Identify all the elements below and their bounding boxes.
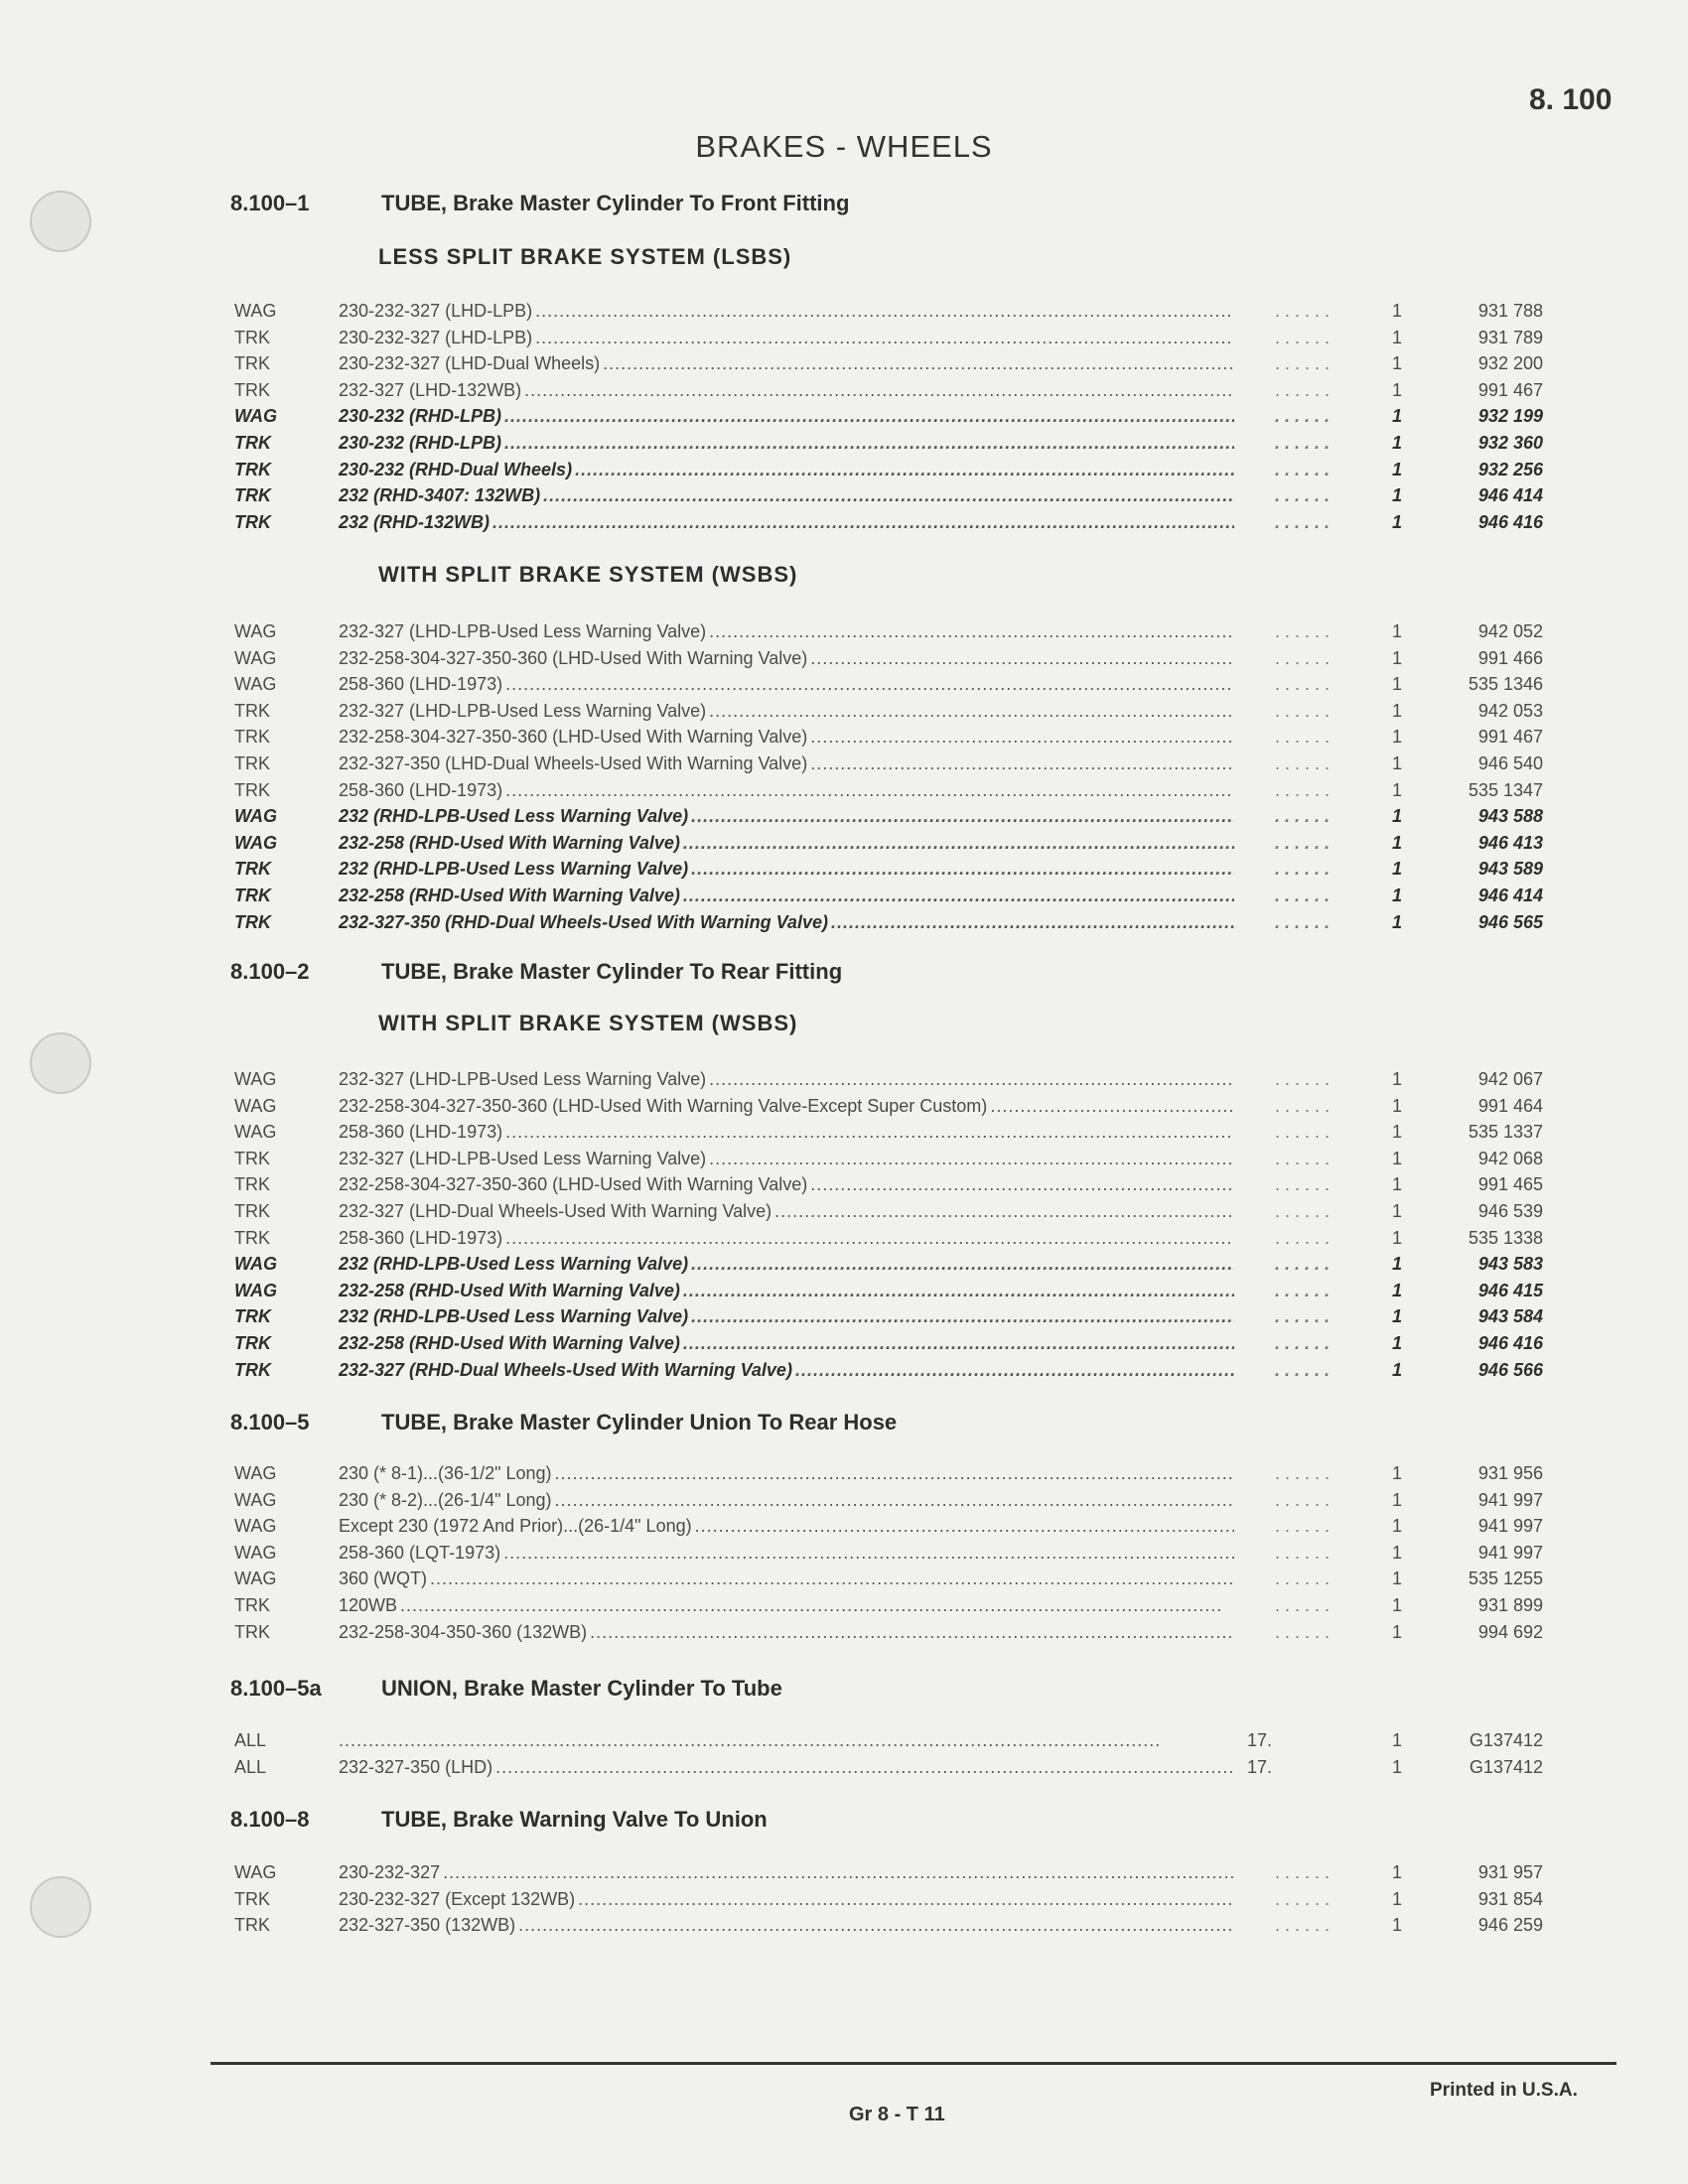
part-row (0, 1490, 1688, 1517)
part-number: 932 199 (1477, 406, 1543, 427)
quantity: 1 (1392, 406, 1403, 427)
model-code: WAG (234, 832, 277, 853)
dot-leader: . . . . . . (1275, 1862, 1331, 1882)
part-number: 932 200 (1477, 353, 1543, 374)
part-number: 942 053 (1477, 700, 1543, 721)
subsection-title: WITH SPLIT BRAKE SYSTEM (WSBS) (378, 1011, 798, 1035)
part-row (0, 1757, 1688, 1784)
dot-leader: . . . . . . (1275, 1594, 1331, 1615)
part-description: 232-258-304-350-360 (132WB) . . . (339, 1622, 1234, 1643)
parts-list (0, 1069, 1688, 1386)
parts-list (0, 1730, 1688, 1783)
part-description: 258-360 (LHD-1973) . . . (339, 1228, 1234, 1249)
part-number: 991 466 (1477, 647, 1543, 668)
model-code: WAG (234, 1280, 277, 1300)
model-code: WAG (234, 806, 277, 827)
model-code: TRK (234, 779, 270, 800)
model-code: WAG (234, 674, 277, 695)
dot-leader: . . . . . . (1275, 1254, 1331, 1275)
dot-leader: . . . . . . (1275, 911, 1331, 932)
part-row (0, 1543, 1688, 1570)
part-description: 232-258-304-327-350-360 (LHD-Used With Warning Valve-Except Super Custom) . . . (339, 1096, 1234, 1117)
quantity: 1 (1392, 1332, 1403, 1353)
dot-leader: . . . . . . (1275, 779, 1331, 800)
model-code: WAG (234, 1542, 277, 1563)
quantity: 1 (1392, 674, 1403, 695)
part-row (0, 1201, 1688, 1228)
part-number: 942 052 (1477, 621, 1543, 641)
dot-leader: . . . . . . (1275, 1280, 1331, 1300)
model-code: WAG (234, 1862, 277, 1882)
dot-leader: . . . . . . (1275, 327, 1331, 347)
model-code: WAG (234, 301, 277, 321)
part-number: 946 415 (1477, 1280, 1543, 1300)
quantity: 1 (1392, 1915, 1403, 1936)
dot-leader: . . . . . . (1275, 806, 1331, 827)
section-name: TUBE, Brake Warning Valve To Union (381, 1807, 768, 1832)
part-number: 942 068 (1477, 1148, 1543, 1168)
dot-leader: . . . . . . (1275, 353, 1331, 374)
parts-list (0, 1463, 1688, 1648)
illustration-ref: 17. (1247, 1756, 1273, 1777)
section-number: 8.100–5 (230, 1410, 310, 1434)
model-code: TRK (234, 1148, 270, 1168)
part-row (0, 433, 1688, 460)
part-description: 232 (RHD-LPB-Used Less Warning Valve) . . . (339, 1306, 1234, 1327)
model-code: WAG (234, 621, 277, 641)
part-description: 258-360 (LHD-1973) . . . (339, 674, 1234, 695)
model-code: WAG (234, 406, 277, 427)
section-number: 8.100–8 (230, 1807, 310, 1832)
quantity: 1 (1392, 1542, 1403, 1563)
model-code: TRK (234, 859, 271, 880)
model-code: WAG (234, 1489, 277, 1510)
model-code: WAG (234, 647, 277, 668)
part-description: 232-258-304-327-350-360 (LHD-Used With Warning Valve) . . . (339, 1174, 1234, 1195)
model-code: WAG (234, 1095, 277, 1116)
quantity: 1 (1392, 1280, 1403, 1300)
part-description: 230-232-327 (LHD-Dual Wheels) . . . (339, 353, 1234, 374)
part-number: 932 360 (1477, 432, 1543, 453)
part-number: 932 256 (1477, 459, 1543, 479)
quantity: 1 (1392, 806, 1403, 827)
part-row (0, 621, 1688, 648)
part-description: 232-327 (LHD-LPB-Used Less Warning Valve) . . . (339, 701, 1234, 722)
quantity: 1 (1392, 511, 1403, 532)
part-description: 232 (RHD-132WB) . . . (339, 512, 1234, 533)
section-number: 8.100–5a (230, 1676, 322, 1701)
part-description: 230-232 (RHD-LPB) . . . (339, 406, 1234, 427)
part-number: 535 1255 (1468, 1569, 1543, 1589)
quantity: 1 (1392, 647, 1403, 668)
part-description: 232-258 (RHD-Used With Warning Valve) . . . (339, 1333, 1234, 1354)
model-code: WAG (234, 1122, 277, 1143)
part-row (0, 380, 1688, 407)
part-description: 232-327-350 (LHD) . . . (339, 1757, 1234, 1778)
quantity: 1 (1392, 779, 1403, 800)
dot-leader: . . . . . . (1275, 1542, 1331, 1563)
part-number: 931 899 (1477, 1594, 1543, 1615)
printed-in-usa: Printed in U.S.A. (1430, 2080, 1578, 2101)
dot-leader: . . . . . . (1275, 301, 1331, 321)
quantity: 1 (1392, 1463, 1403, 1483)
part-row (0, 806, 1688, 833)
part-number: 941 997 (1477, 1542, 1543, 1563)
model-code: TRK (234, 1888, 270, 1909)
dot-leader: . . . . . . (1275, 1227, 1331, 1248)
quantity: 1 (1392, 301, 1403, 321)
part-row (0, 753, 1688, 780)
model-code: TRK (234, 1227, 270, 1248)
part-description: 232-327 (LHD-Dual Wheels-Used With Warning Valve) . . . (339, 1201, 1234, 1222)
model-code: TRK (234, 379, 270, 400)
part-number: 946 259 (1477, 1915, 1543, 1936)
model-code: TRK (234, 459, 271, 479)
quantity: 1 (1392, 859, 1403, 880)
part-number: 931 788 (1477, 301, 1543, 321)
part-row (0, 485, 1688, 512)
dot-leader: . . . . . . (1275, 1915, 1331, 1936)
quantity: 1 (1392, 1174, 1403, 1195)
quantity: 1 (1392, 885, 1403, 905)
footer-rule (211, 2062, 1617, 2065)
part-description: 120WB . . . (339, 1595, 1234, 1616)
dot-leader: . . . . . . (1275, 727, 1331, 748)
binder-hole-top (30, 191, 91, 252)
quantity: 1 (1392, 1148, 1403, 1168)
dot-leader: . . . . . . (1275, 459, 1331, 479)
part-number: 931 956 (1477, 1463, 1543, 1483)
part-number: 931 854 (1477, 1888, 1543, 1909)
part-row (0, 1096, 1688, 1123)
dot-leader: . . . . . . (1275, 1069, 1331, 1089)
part-number: 941 997 (1477, 1489, 1543, 1510)
part-row (0, 1228, 1688, 1255)
model-code: TRK (234, 752, 270, 773)
quantity: 1 (1392, 1069, 1403, 1089)
part-description: 258-360 (LHD-1973) . . . (339, 1122, 1234, 1143)
quantity: 1 (1392, 1569, 1403, 1589)
part-description: 232-327 (LHD-132WB) . . . (339, 380, 1234, 401)
quantity: 1 (1392, 1516, 1403, 1537)
parts-list (0, 621, 1688, 938)
part-number: 991 467 (1477, 727, 1543, 748)
quantity: 1 (1392, 1095, 1403, 1116)
model-code: TRK (234, 1621, 270, 1642)
quantity: 1 (1392, 327, 1403, 347)
part-row (0, 701, 1688, 728)
model-code: WAG (234, 1516, 277, 1537)
part-description: 232-327 (LHD-LPB-Used Less Warning Valve) . . . (339, 1069, 1234, 1090)
part-row (0, 1174, 1688, 1201)
model-code: TRK (234, 511, 271, 532)
part-row (0, 353, 1688, 380)
dot-leader: . . . . . . (1275, 647, 1331, 668)
part-row (0, 1463, 1688, 1490)
part-row (0, 512, 1688, 539)
part-number: 942 067 (1477, 1069, 1543, 1089)
part-number: 943 588 (1477, 806, 1543, 827)
part-number: 946 565 (1477, 911, 1543, 932)
model-code: TRK (234, 1359, 271, 1380)
group-reference: Gr 8 - T 11 (849, 2104, 945, 2125)
part-description: 230-232-327 (LHD-LPB) . . . (339, 301, 1234, 322)
part-row (0, 1862, 1688, 1889)
part-number: 946 540 (1477, 752, 1543, 773)
part-number: 946 566 (1477, 1359, 1543, 1380)
section-name: TUBE, Brake Master Cylinder Union To Rear Hose (381, 1410, 898, 1434)
part-row (0, 912, 1688, 939)
model-code: TRK (234, 432, 271, 453)
dot-leader: . . . . . . (1275, 674, 1331, 695)
quantity: 1 (1392, 700, 1403, 721)
part-row (0, 1516, 1688, 1543)
part-description: 232-327 (LHD-LPB-Used Less Warning Valve) . . . (339, 621, 1234, 642)
model-code: TRK (234, 727, 270, 748)
part-description: 360 (WQT) . . . (339, 1569, 1234, 1589)
dot-leader: . . . . . . (1275, 432, 1331, 453)
section-name: TUBE, Brake Master Cylinder To Rear Fitting (381, 959, 843, 984)
quantity: 1 (1392, 432, 1403, 453)
model-code: ALL (234, 1730, 267, 1750)
part-row (0, 1306, 1688, 1333)
part-description: 232-327-350 (132WB) . . . (339, 1915, 1234, 1936)
part-row (0, 1730, 1688, 1757)
dot-leader: . . . . . . (1275, 1569, 1331, 1589)
parts-list (0, 301, 1688, 538)
quantity: 1 (1392, 1756, 1403, 1777)
quantity: 1 (1392, 1594, 1403, 1615)
dot-leader: . . . . . . (1275, 1122, 1331, 1143)
part-description: 232-258 (RHD-Used With Warning Valve) . . . (339, 886, 1234, 906)
dot-leader: . . . . . . (1275, 832, 1331, 853)
part-description: 232-327-350 (RHD-Dual Wheels-Used With Warning Valve) . . . (339, 912, 1234, 933)
model-code: TRK (234, 700, 270, 721)
part-number: 941 997 (1477, 1516, 1543, 1537)
part-description: 230 (* 8-2)...(26-1/4" Long) . . . (339, 1490, 1234, 1511)
quantity: 1 (1392, 1227, 1403, 1248)
part-number: 943 584 (1477, 1306, 1543, 1327)
part-row (0, 859, 1688, 886)
model-code: TRK (234, 1306, 271, 1327)
page-number: 8. 100 (1529, 83, 1613, 116)
dot-leader: . . . . . . (1275, 1621, 1331, 1642)
dot-leader: . . . . . . (1275, 885, 1331, 905)
model-code: WAG (234, 1254, 277, 1275)
part-description: 232-327-350 (LHD-Dual Wheels-Used With Warning Valve) . . . (339, 753, 1234, 774)
dot-leader: . . . . . . (1275, 1359, 1331, 1380)
part-number: 946 414 (1477, 485, 1543, 506)
part-row (0, 1889, 1688, 1916)
part-number: 931 957 (1477, 1862, 1543, 1882)
quantity: 1 (1392, 1254, 1403, 1275)
quantity: 1 (1392, 1122, 1403, 1143)
part-number: G137412 (1469, 1730, 1543, 1750)
part-row (0, 674, 1688, 701)
part-row (0, 1149, 1688, 1175)
part-row (0, 460, 1688, 486)
dot-leader: . . . . . . (1275, 1332, 1331, 1353)
quantity: 1 (1392, 379, 1403, 400)
dot-leader: . . . . . . (1275, 406, 1331, 427)
part-number: 946 413 (1477, 832, 1543, 853)
model-code: WAG (234, 1069, 277, 1089)
part-row (0, 1122, 1688, 1149)
part-description: 232 (RHD-LPB-Used Less Warning Valve) . . . (339, 806, 1234, 827)
dot-leader: . . . . . . (1275, 1095, 1331, 1116)
model-code: TRK (234, 485, 271, 506)
part-number: 991 465 (1477, 1174, 1543, 1195)
dot-leader: . . . . . . (1275, 1306, 1331, 1327)
model-code: ALL (234, 1756, 267, 1777)
dot-leader: . . . . . . (1275, 1200, 1331, 1221)
quantity: 1 (1392, 1862, 1403, 1882)
section-name: TUBE, Brake Master Cylinder To Front Fitting (381, 191, 850, 215)
dot-leader: . . . . . . (1275, 621, 1331, 641)
section-name: UNION, Brake Master Cylinder To Tube (381, 1676, 782, 1701)
part-number: 943 589 (1477, 859, 1543, 880)
part-number: 535 1338 (1468, 1227, 1543, 1248)
part-description: 230-232-327 . . . (339, 1862, 1234, 1883)
quantity: 1 (1392, 1306, 1403, 1327)
part-row (0, 833, 1688, 860)
subsection-title: WITH SPLIT BRAKE SYSTEM (WSBS) (378, 562, 798, 587)
quantity: 1 (1392, 621, 1403, 641)
part-description: 258-360 (LQT-1973) . . . (339, 1543, 1234, 1564)
model-code: TRK (234, 911, 271, 932)
quantity: 1 (1392, 752, 1403, 773)
quantity: 1 (1392, 911, 1403, 932)
model-code: TRK (234, 1332, 271, 1353)
illustration-ref: 17. (1247, 1730, 1273, 1750)
part-row (0, 780, 1688, 807)
part-number: 946 414 (1477, 885, 1543, 905)
model-code: TRK (234, 1594, 270, 1615)
part-number: 946 539 (1477, 1200, 1543, 1221)
dot-leader: . . . . . . (1275, 752, 1331, 773)
part-row (0, 1254, 1688, 1281)
dot-leader: . . . . . . (1275, 1174, 1331, 1195)
quantity: 1 (1392, 353, 1403, 374)
part-description: 232-258 (RHD-Used With Warning Valve) . . . (339, 833, 1234, 854)
model-code: TRK (234, 327, 270, 347)
part-row (0, 886, 1688, 912)
quantity: 1 (1392, 1359, 1403, 1380)
model-code: TRK (234, 1200, 270, 1221)
part-number: 946 416 (1477, 511, 1543, 532)
dot-leader: . . . . . . (1275, 1888, 1331, 1909)
dot-leader: . . . . . . (1275, 511, 1331, 532)
part-description: 232-327 (LHD-LPB-Used Less Warning Valve) . . . (339, 1149, 1234, 1169)
model-code: TRK (234, 1915, 270, 1936)
part-description: 230-232 (RHD-Dual Wheels) . . . (339, 460, 1234, 480)
part-row (0, 406, 1688, 433)
quantity: 1 (1392, 1489, 1403, 1510)
model-code: WAG (234, 1463, 277, 1483)
part-number: 535 1337 (1468, 1122, 1543, 1143)
part-description: 230-232-327 (LHD-LPB) . . . (339, 328, 1234, 348)
quantity: 1 (1392, 1200, 1403, 1221)
parts-list (0, 1862, 1688, 1942)
part-row (0, 1622, 1688, 1649)
quantity: 1 (1392, 832, 1403, 853)
dot-leader: . . . . . . (1275, 485, 1331, 506)
part-description: 232-258-304-327-350-360 (LHD-Used With Warning Valve) . . . (339, 648, 1234, 669)
part-number: 943 583 (1477, 1254, 1543, 1275)
part-row (0, 1333, 1688, 1360)
part-description: 232-258-304-327-350-360 (LHD-Used With Warning Valve) . . . (339, 727, 1234, 748)
part-row (0, 1569, 1688, 1595)
part-number: G137412 (1469, 1756, 1543, 1777)
part-row (0, 1915, 1688, 1942)
part-number: 535 1346 (1468, 674, 1543, 695)
quantity: 1 (1392, 459, 1403, 479)
part-number: 991 467 (1477, 379, 1543, 400)
part-description: 232 (RHD-3407: 132WB) . . . (339, 485, 1234, 506)
quantity: 1 (1392, 485, 1403, 506)
part-number: 991 464 (1477, 1095, 1543, 1116)
dot-leader: . . . . . . (1275, 859, 1331, 880)
part-description: 232 (RHD-LPB-Used Less Warning Valve) . . . (339, 859, 1234, 880)
dot-leader: . . . . . . (1275, 1148, 1331, 1168)
part-description: 230-232 (RHD-LPB) . . . (339, 433, 1234, 454)
dot-leader: . . . . . . (1275, 1489, 1331, 1510)
part-description (339, 1730, 1234, 1751)
dot-leader: . . . . . . (1275, 1463, 1331, 1483)
part-row (0, 301, 1688, 328)
subsection-title: LESS SPLIT BRAKE SYSTEM (LSBS) (378, 244, 792, 269)
part-description: 258-360 (LHD-1973) . . . (339, 780, 1234, 801)
part-row (0, 328, 1688, 354)
part-description: 230-232-327 (Except 132WB) . . . (339, 1889, 1234, 1910)
part-number: 535 1347 (1468, 779, 1543, 800)
part-description: 232-327 (RHD-Dual Wheels-Used With Warning Valve) . . . (339, 1360, 1234, 1381)
section-number: 8.100–2 (230, 959, 310, 984)
part-row (0, 648, 1688, 675)
section-number: 8.100–1 (230, 191, 310, 215)
quantity: 1 (1392, 1730, 1403, 1750)
part-row (0, 1360, 1688, 1387)
part-row (0, 1281, 1688, 1307)
part-description: 232-258 (RHD-Used With Warning Valve) . . . (339, 1281, 1234, 1301)
quantity: 1 (1392, 727, 1403, 748)
part-number: 994 692 (1477, 1621, 1543, 1642)
quantity: 1 (1392, 1888, 1403, 1909)
part-row (0, 727, 1688, 753)
dot-leader: . . . . . . (1275, 379, 1331, 400)
part-row (0, 1595, 1688, 1622)
part-description: 230 (* 8-1)...(36-1/2" Long) . . . (339, 1463, 1234, 1484)
model-code: TRK (234, 1174, 270, 1195)
model-code: TRK (234, 353, 270, 374)
model-code: TRK (234, 885, 271, 905)
part-row (0, 1069, 1688, 1096)
dot-leader: . . . . . . (1275, 1516, 1331, 1537)
model-code: WAG (234, 1569, 277, 1589)
part-number: 931 789 (1477, 327, 1543, 347)
part-description: Except 230 (1972 And Prior)...(26-1/4" Long) . . . (339, 1516, 1234, 1537)
dot-leader: . . . . . . (1275, 700, 1331, 721)
quantity: 1 (1392, 1621, 1403, 1642)
part-number: 946 416 (1477, 1332, 1543, 1353)
page-title: BRAKES - WHEELS (695, 129, 993, 164)
part-description: 232 (RHD-LPB-Used Less Warning Valve) . . . (339, 1254, 1234, 1275)
